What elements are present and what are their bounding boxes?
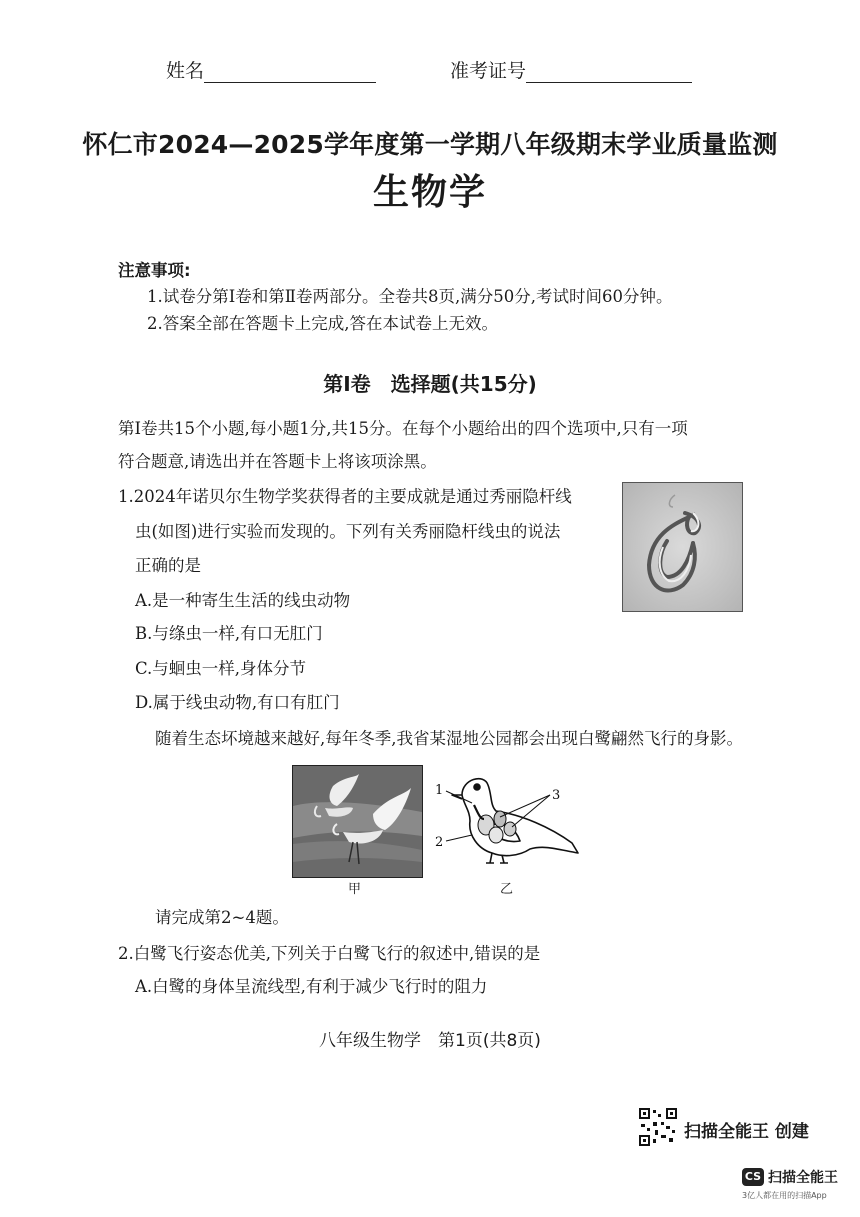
q1-option-c: C.与蛔虫一样,身体分节: [135, 659, 307, 678]
page-footer: 八年级生物学 第1页(共8页): [319, 1031, 541, 1051]
scanner-caption: 扫描全能王 创建: [684, 1122, 809, 1142]
notice-heading: 注意事项:: [118, 261, 191, 280]
exam-id-blank: [526, 62, 692, 83]
bird-anatomy-diagram: [432, 765, 582, 876]
section-intro-line2: 符合题意,请选出并在答题卡上将该项涂黑。: [118, 452, 437, 471]
exam-id-label: 准考证号: [450, 60, 527, 82]
questions-prompt: 请完成第2~4题。: [155, 908, 289, 927]
name-blank: [204, 62, 376, 83]
qr-code-icon: [639, 1108, 677, 1146]
egret-photo: [292, 765, 423, 878]
q1-option-a: A.是一种寄生生活的线虫动物: [135, 591, 351, 610]
bird-label-2: 2: [435, 835, 444, 850]
q1-option-d: D.属于线虫动物,有口有肛门: [135, 693, 340, 712]
brand-name: 扫描全能王: [768, 1170, 838, 1186]
section-heading: 第Ⅰ卷 选择题(共15分): [323, 372, 537, 396]
q2-stem: 2.白鹭飞行姿态优美,下列关于白鹭飞行的叙述中,错误的是: [118, 944, 541, 963]
bird-label-3: 3: [552, 788, 561, 803]
notice-item-2: 2.答案全部在答题卡上完成,答在本试卷上无效。: [147, 314, 498, 333]
figure-caption-jia: 甲: [348, 882, 362, 897]
notice-item-1: 1.试卷分第Ⅰ卷和第Ⅱ卷两部分。全卷共8页,满分50分,考试时间60分钟。: [147, 287, 673, 306]
figure-caption-yi: 乙: [500, 882, 514, 897]
q1-stem-line1: 1.2024年诺贝尔生物学奖获得者的主要成就是通过秀丽隐杆线: [118, 487, 572, 506]
q1-stem-line3: 正确的是: [135, 556, 201, 575]
camscanner-logo-icon: CS: [742, 1168, 764, 1186]
name-field: [166, 56, 376, 83]
nematode-image: [622, 482, 743, 612]
subject-title: 生物学: [372, 172, 487, 213]
exam-title: 怀仁市2024—2025学年度第一学期八年级期末学业质量监测: [82, 130, 778, 159]
egret-context: 随着生态坏境越来越好,每年冬季,我省某湿地公园都会出现白鹭翩然飞行的身影。: [155, 729, 743, 748]
q1-option-b: B.与绦虫一样,有口无肛门: [135, 624, 323, 643]
section-intro-line1: 第Ⅰ卷共15个小题,每小题1分,共15分。在每个小题给出的四个选项中,只有一项: [118, 419, 688, 438]
bird-label-1: 1: [435, 783, 444, 798]
q1-stem-line2: 虫(如图)进行实验而发现的。下列有关秀丽隐杆线虫的说法: [135, 522, 561, 541]
exam-id-field: [450, 56, 692, 83]
brand-tagline: 3亿人都在用的扫描App: [742, 1191, 827, 1200]
name-label: 姓名: [166, 60, 205, 82]
q2-option-a: A.白鹭的身体呈流线型,有利于减少飞行时的阻力: [135, 977, 488, 996]
